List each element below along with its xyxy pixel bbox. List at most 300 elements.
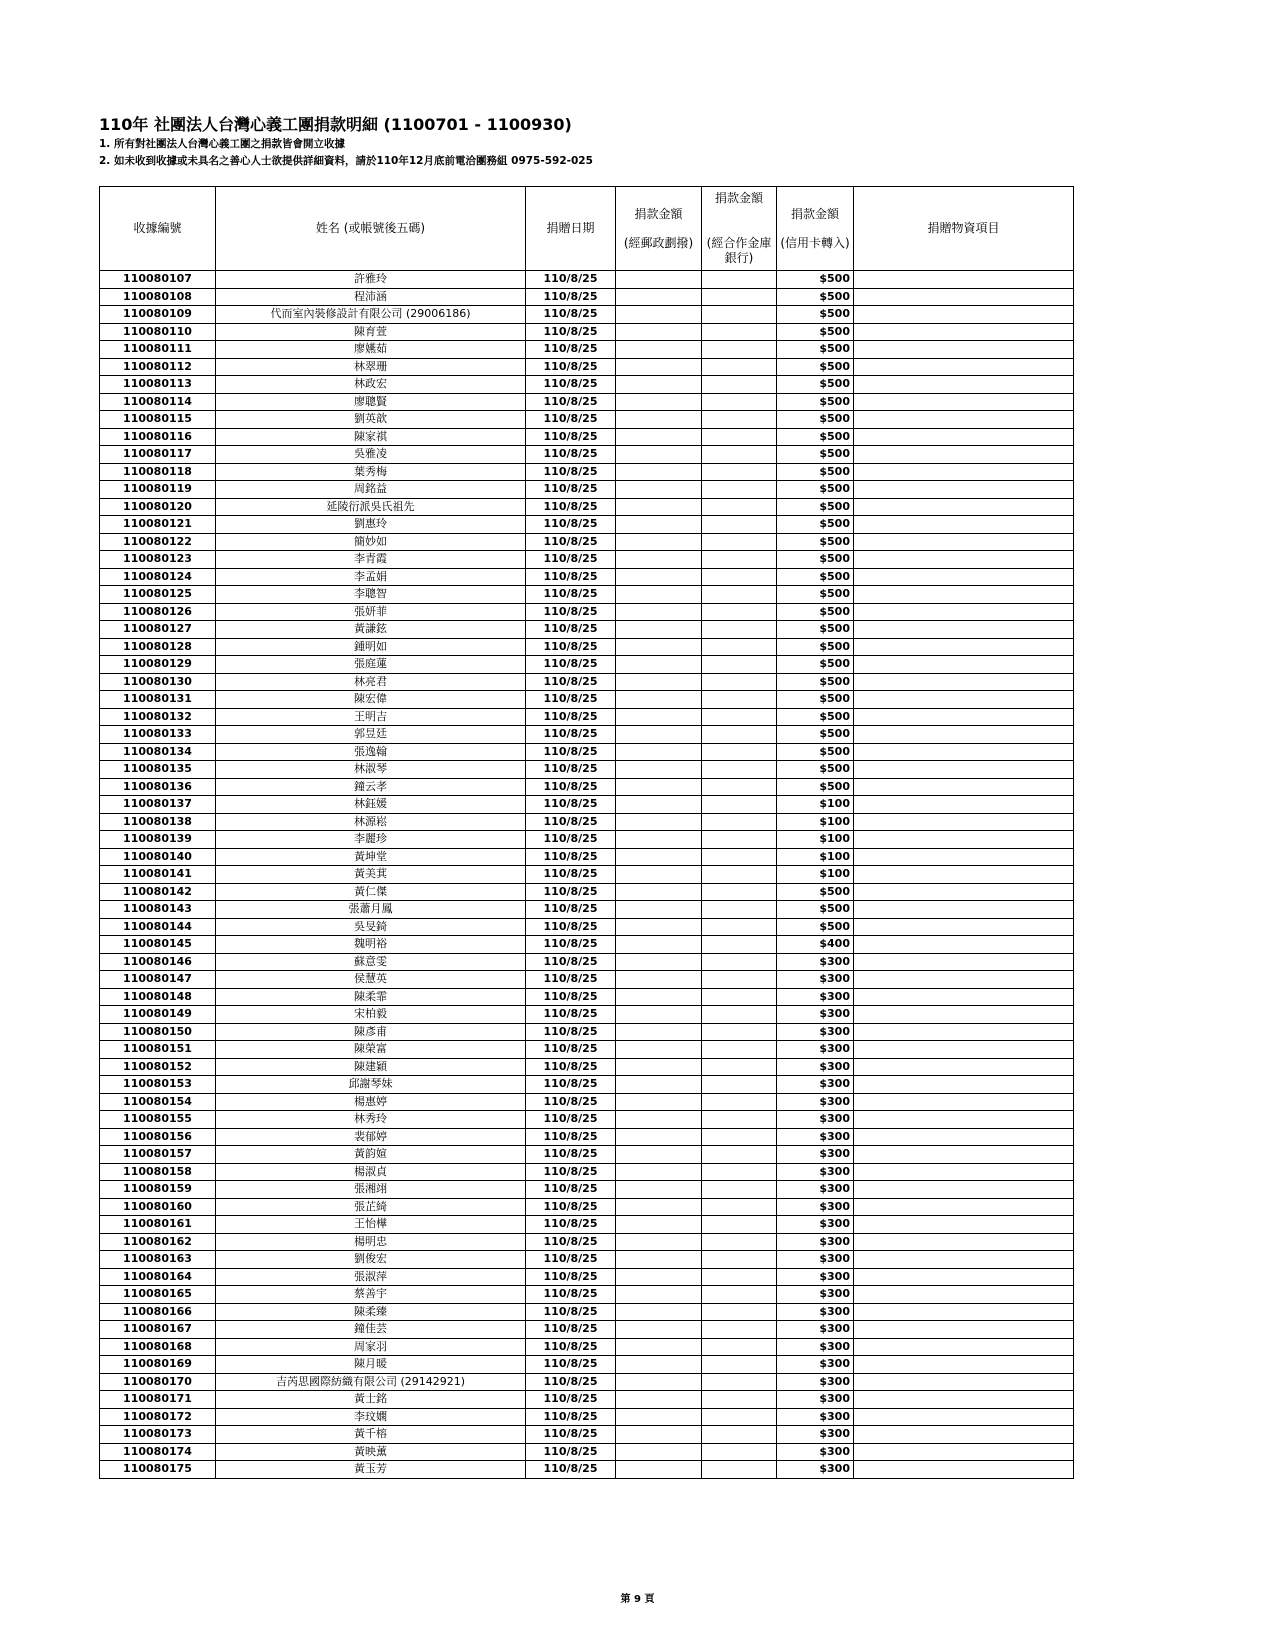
goods-cell: [854, 568, 1074, 586]
table-row: [100, 271, 1074, 289]
receipt-number-cell: 110080117: [100, 446, 216, 464]
amount-postal-cell: [616, 831, 702, 849]
amount-bank-cell: [702, 1216, 777, 1234]
donation-date-cell: 110/8/25: [526, 1286, 616, 1304]
table-row: [100, 1338, 1074, 1356]
amount-postal-cell: [616, 271, 702, 289]
amount-postal-cell: [616, 376, 702, 394]
receipt-number-cell: 110080135: [100, 761, 216, 779]
amount-card-cell: $500: [777, 638, 854, 656]
goods-cell: [854, 411, 1074, 429]
amount-card-cell: $500: [777, 376, 854, 394]
note-contact: 2. 如未收到收據或未具名之善心人士欲提供詳細資料，請於110年12月底前電洽團務組 0975-592-025: [99, 155, 593, 167]
table-row: [100, 1303, 1074, 1321]
amount-postal-cell: [616, 1058, 702, 1076]
table-row: [100, 638, 1074, 656]
receipt-number-cell: 110080173: [100, 1426, 216, 1444]
donation-date-cell: 110/8/25: [526, 1338, 616, 1356]
donor-name-cell: 楊惠婷: [216, 1093, 526, 1111]
goods-cell: [854, 533, 1074, 551]
goods-cell: [854, 831, 1074, 849]
amount-bank-cell: [702, 533, 777, 551]
donation-date-cell: 110/8/25: [526, 1006, 616, 1024]
amount-postal-cell: [616, 551, 702, 569]
note-receipt: 1. 所有對社團法人台灣心義工團之捐款皆會開立收據: [99, 138, 345, 150]
donor-name-cell: 林亮君: [216, 673, 526, 691]
donor-name-cell: 鐘佳芸: [216, 1321, 526, 1339]
donation-date-cell: 110/8/25: [526, 656, 616, 674]
donor-name-cell: 李青霞: [216, 551, 526, 569]
amount-bank-cell: [702, 971, 777, 989]
receipt-number-cell: 110080151: [100, 1041, 216, 1059]
goods-cell: [854, 1268, 1074, 1286]
donor-name-cell: 王怡樺: [216, 1216, 526, 1234]
donation-date-cell: 110/8/25: [526, 691, 616, 709]
donation-date-cell: 110/8/25: [526, 428, 616, 446]
amount-card-cell: $100: [777, 866, 854, 884]
table-row: [100, 498, 1074, 516]
receipt-number-cell: 110080125: [100, 586, 216, 604]
donation-date-cell: 110/8/25: [526, 1426, 616, 1444]
donor-name-cell: 延陵衍派吳氏祖先: [216, 498, 526, 516]
donation-date-cell: 110/8/25: [526, 498, 616, 516]
amount-bank-cell: [702, 796, 777, 814]
header-amount-postal: [616, 187, 702, 271]
donor-name-cell: 裴郁婷: [216, 1128, 526, 1146]
receipt-number-cell: 110080111: [100, 341, 216, 359]
table-row: [100, 1443, 1074, 1461]
receipt-number-cell: 110080156: [100, 1128, 216, 1146]
table-row: [100, 1251, 1074, 1269]
amount-postal-cell: [616, 708, 702, 726]
goods-cell: [854, 1181, 1074, 1199]
amount-card-cell: $300: [777, 1251, 854, 1269]
goods-cell: [854, 376, 1074, 394]
goods-cell: [854, 586, 1074, 604]
donation-date-cell: 110/8/25: [526, 813, 616, 831]
amount-card-cell: $500: [777, 621, 854, 639]
table-row: [100, 1111, 1074, 1129]
receipt-number-cell: 110080168: [100, 1338, 216, 1356]
donation-date-cell: 110/8/25: [526, 1321, 616, 1339]
receipt-number-cell: 110080115: [100, 411, 216, 429]
amount-bank-cell: [702, 1198, 777, 1216]
goods-cell: [854, 393, 1074, 411]
amount-bank-cell: [702, 498, 777, 516]
amount-bank-cell: [702, 1023, 777, 1041]
donation-date-cell: 110/8/25: [526, 393, 616, 411]
header-goods: 捐贈物資項目: [854, 187, 1074, 271]
donor-name-cell: 黃謙鉉: [216, 621, 526, 639]
receipt-number-cell: 110080124: [100, 568, 216, 586]
amount-card-cell: $500: [777, 428, 854, 446]
amount-postal-cell: [616, 796, 702, 814]
donor-name-cell: 李麗珍: [216, 831, 526, 849]
donation-date-cell: 110/8/25: [526, 883, 616, 901]
amount-card-cell: $300: [777, 988, 854, 1006]
receipt-number-cell: 110080112: [100, 358, 216, 376]
amount-bank-cell: [702, 463, 777, 481]
table-row: [100, 743, 1074, 761]
donor-name-cell: 林鈺媛: [216, 796, 526, 814]
amount-postal-cell: [616, 1198, 702, 1216]
goods-cell: [854, 1426, 1074, 1444]
amount-postal-cell: [616, 463, 702, 481]
goods-cell: [854, 341, 1074, 359]
donation-date-cell: 110/8/25: [526, 1216, 616, 1234]
donor-name-cell: 陳榮富: [216, 1041, 526, 1059]
receipt-number-cell: 110080160: [100, 1198, 216, 1216]
amount-postal-cell: [616, 358, 702, 376]
goods-cell: [854, 761, 1074, 779]
receipt-number-cell: 110080143: [100, 901, 216, 919]
goods-cell: [854, 708, 1074, 726]
goods-cell: [854, 1443, 1074, 1461]
amount-card-cell: $300: [777, 971, 854, 989]
amount-card-cell: $500: [777, 323, 854, 341]
table-row: [100, 1163, 1074, 1181]
header-amount-bank-line1: 捐款金額: [714, 191, 763, 205]
amount-card-cell: $300: [777, 1041, 854, 1059]
donation-date-cell: 110/8/25: [526, 1268, 616, 1286]
donation-date-cell: 110/8/25: [526, 1181, 616, 1199]
table-row: [100, 901, 1074, 919]
goods-cell: [854, 691, 1074, 709]
amount-card-cell: $300: [777, 1391, 854, 1409]
receipt-number-cell: 110080148: [100, 988, 216, 1006]
receipt-number-cell: 110080136: [100, 778, 216, 796]
donor-name-cell: 劉惠玲: [216, 516, 526, 534]
amount-card-cell: $300: [777, 1426, 854, 1444]
goods-cell: [854, 673, 1074, 691]
donor-name-cell: 蔡善宇: [216, 1286, 526, 1304]
goods-cell: [854, 271, 1074, 289]
receipt-number-cell: 110080157: [100, 1146, 216, 1164]
amount-card-cell: $300: [777, 1461, 854, 1479]
receipt-number-cell: 110080110: [100, 323, 216, 341]
goods-cell: [854, 1373, 1074, 1391]
donation-date-cell: 110/8/25: [526, 988, 616, 1006]
receipt-number-cell: 110080114: [100, 393, 216, 411]
table-row: [100, 1181, 1074, 1199]
amount-card-cell: $500: [777, 726, 854, 744]
amount-postal-cell: [616, 393, 702, 411]
goods-cell: [854, 1041, 1074, 1059]
donor-name-cell: 林秀玲: [216, 1111, 526, 1129]
donation-date-cell: 110/8/25: [526, 1093, 616, 1111]
donor-name-cell: 陳月暖: [216, 1356, 526, 1374]
table-row: [100, 813, 1074, 831]
donor-name-cell: 吳雅凌: [216, 446, 526, 464]
amount-card-cell: $300: [777, 1286, 854, 1304]
goods-cell: [854, 603, 1074, 621]
header-amount-card-line2: (信用卡轉入): [780, 235, 850, 250]
donation-date-cell: 110/8/25: [526, 271, 616, 289]
amount-postal-cell: [616, 1181, 702, 1199]
amount-bank-cell: [702, 1443, 777, 1461]
receipt-number-cell: 110080123: [100, 551, 216, 569]
table-row: [100, 848, 1074, 866]
donation-date-cell: 110/8/25: [526, 306, 616, 324]
amount-card-cell: $500: [777, 586, 854, 604]
amount-bank-cell: [702, 673, 777, 691]
amount-postal-cell: [616, 1373, 702, 1391]
amount-card-cell: $300: [777, 1443, 854, 1461]
amount-bank-cell: [702, 621, 777, 639]
amount-postal-cell: [616, 883, 702, 901]
donation-date-cell: 110/8/25: [526, 638, 616, 656]
page-number: 第 9 頁: [620, 1594, 655, 1605]
amount-bank-cell: [702, 586, 777, 604]
amount-bank-cell: [702, 1111, 777, 1129]
amount-card-cell: $300: [777, 1058, 854, 1076]
amount-card-cell: $500: [777, 341, 854, 359]
amount-card-cell: $300: [777, 1006, 854, 1024]
table-row: [100, 1093, 1074, 1111]
goods-cell: [854, 621, 1074, 639]
table-row: [100, 1233, 1074, 1251]
goods-cell: [854, 1321, 1074, 1339]
table-row: [100, 376, 1074, 394]
amount-bank-cell: [702, 1303, 777, 1321]
table-row: [100, 288, 1074, 306]
receipt-number-cell: 110080140: [100, 848, 216, 866]
donation-date-cell: 110/8/25: [526, 533, 616, 551]
amount-bank-cell: [702, 1426, 777, 1444]
donor-name-cell: 廖聰賢: [216, 393, 526, 411]
amount-bank-cell: [702, 1461, 777, 1479]
table-row: [100, 1373, 1074, 1391]
donation-date-cell: 110/8/25: [526, 726, 616, 744]
donor-name-cell: 張淑萍: [216, 1268, 526, 1286]
amount-bank-cell: [702, 323, 777, 341]
amount-postal-cell: [616, 1443, 702, 1461]
amount-card-cell: $500: [777, 516, 854, 534]
goods-cell: [854, 1233, 1074, 1251]
goods-cell: [854, 323, 1074, 341]
receipt-number-cell: 110080132: [100, 708, 216, 726]
receipt-number-cell: 110080137: [100, 796, 216, 814]
amount-bank-cell: [702, 778, 777, 796]
receipt-number-cell: 110080165: [100, 1286, 216, 1304]
donor-name-cell: 李聰智: [216, 586, 526, 604]
goods-cell: [854, 551, 1074, 569]
donor-name-cell: 簡妙如: [216, 533, 526, 551]
donor-name-cell: 侯慧英: [216, 971, 526, 989]
donor-name-cell: 代而室內裝修設計有限公司 (29006186): [216, 306, 526, 324]
amount-bank-cell: [702, 1268, 777, 1286]
amount-card-cell: $500: [777, 743, 854, 761]
amount-card-cell: $300: [777, 1216, 854, 1234]
amount-bank-cell: [702, 1163, 777, 1181]
amount-card-cell: $300: [777, 1303, 854, 1321]
amount-bank-cell: [702, 341, 777, 359]
amount-postal-cell: [616, 1233, 702, 1251]
receipt-number-cell: 110080131: [100, 691, 216, 709]
table-row: [100, 761, 1074, 779]
amount-postal-cell: [616, 866, 702, 884]
donor-name-cell: 陳柔霏: [216, 988, 526, 1006]
amount-bank-cell: [702, 393, 777, 411]
receipt-number-cell: 110080139: [100, 831, 216, 849]
amount-card-cell: $500: [777, 533, 854, 551]
amount-card-cell: $300: [777, 1198, 854, 1216]
donation-date-cell: 110/8/25: [526, 358, 616, 376]
amount-bank-cell: [702, 603, 777, 621]
goods-cell: [854, 1128, 1074, 1146]
goods-cell: [854, 848, 1074, 866]
donor-name-cell: 陳家祺: [216, 428, 526, 446]
amount-bank-cell: [702, 726, 777, 744]
donation-date-cell: 110/8/25: [526, 796, 616, 814]
amount-card-cell: $100: [777, 813, 854, 831]
amount-postal-cell: [616, 1408, 702, 1426]
goods-cell: [854, 726, 1074, 744]
donor-name-cell: 廖嬿茹: [216, 341, 526, 359]
amount-postal-cell: [616, 1426, 702, 1444]
donation-date-cell: 110/8/25: [526, 1128, 616, 1146]
header-amount-bank-line2: (經合作金庫銀行): [706, 236, 772, 265]
amount-card-cell: $300: [777, 1128, 854, 1146]
amount-bank-cell: [702, 953, 777, 971]
table-row: [100, 866, 1074, 884]
amount-card-cell: $500: [777, 288, 854, 306]
amount-card-cell: $300: [777, 1408, 854, 1426]
donor-name-cell: 魏明裕: [216, 936, 526, 954]
receipt-number-cell: 110080146: [100, 953, 216, 971]
donation-date-cell: 110/8/25: [526, 411, 616, 429]
amount-bank-cell: [702, 1286, 777, 1304]
goods-cell: [854, 1391, 1074, 1409]
amount-bank-cell: [702, 306, 777, 324]
amount-bank-cell: [702, 936, 777, 954]
goods-cell: [854, 918, 1074, 936]
goods-cell: [854, 796, 1074, 814]
goods-cell: [854, 1163, 1074, 1181]
header-amount-card: [777, 187, 854, 271]
goods-cell: [854, 1408, 1074, 1426]
donor-name-cell: 李玟嫻: [216, 1408, 526, 1426]
donor-name-cell: 張芷綺: [216, 1198, 526, 1216]
donation-date-cell: 110/8/25: [526, 1356, 616, 1374]
amount-card-cell: $500: [777, 481, 854, 499]
header-donation-date: 捐贈日期: [526, 187, 616, 271]
goods-cell: [854, 1303, 1074, 1321]
table-row: [100, 411, 1074, 429]
amount-postal-cell: [616, 428, 702, 446]
receipt-number-cell: 110080150: [100, 1023, 216, 1041]
receipt-number-cell: 110080128: [100, 638, 216, 656]
table-row: [100, 971, 1074, 989]
receipt-number-cell: 110080126: [100, 603, 216, 621]
amount-postal-cell: [616, 1216, 702, 1234]
table-row: [100, 1023, 1074, 1041]
amount-bank-cell: [702, 1373, 777, 1391]
amount-bank-cell: [702, 1356, 777, 1374]
table-row: [100, 918, 1074, 936]
amount-bank-cell: [702, 446, 777, 464]
receipt-number-cell: 110080167: [100, 1321, 216, 1339]
receipt-number-cell: 110080149: [100, 1006, 216, 1024]
amount-card-cell: $500: [777, 498, 854, 516]
goods-cell: [854, 901, 1074, 919]
table-row: [100, 306, 1074, 324]
donation-table: [99, 186, 1074, 1479]
table-row: [100, 446, 1074, 464]
amount-bank-cell: [702, 656, 777, 674]
amount-postal-cell: [616, 638, 702, 656]
amount-card-cell: $500: [777, 463, 854, 481]
header-amount-postal-line1: 捐款金額: [634, 206, 683, 221]
amount-postal-cell: [616, 568, 702, 586]
amount-bank-cell: [702, 411, 777, 429]
amount-bank-cell: [702, 568, 777, 586]
amount-postal-cell: [616, 603, 702, 621]
receipt-number-cell: 110080145: [100, 936, 216, 954]
goods-cell: [854, 988, 1074, 1006]
table-header-row: [100, 187, 1074, 271]
amount-bank-cell: [702, 1041, 777, 1059]
amount-postal-cell: [616, 516, 702, 534]
donor-name-cell: 黃美萁: [216, 866, 526, 884]
receipt-number-cell: 110080170: [100, 1373, 216, 1391]
amount-card-cell: $500: [777, 708, 854, 726]
donation-date-cell: 110/8/25: [526, 1443, 616, 1461]
table-row: [100, 1128, 1074, 1146]
goods-cell: [854, 656, 1074, 674]
receipt-number-cell: 110080142: [100, 883, 216, 901]
receipt-number-cell: 110080164: [100, 1268, 216, 1286]
goods-cell: [854, 1461, 1074, 1479]
amount-bank-cell: [702, 831, 777, 849]
table-row: [100, 1286, 1074, 1304]
table-row: [100, 568, 1074, 586]
goods-cell: [854, 813, 1074, 831]
goods-cell: [854, 936, 1074, 954]
amount-bank-cell: [702, 1321, 777, 1339]
donation-date-cell: 110/8/25: [526, 1058, 616, 1076]
donor-name-cell: 周家羽: [216, 1338, 526, 1356]
amount-card-cell: $300: [777, 1093, 854, 1111]
donor-name-cell: 黃坤堂: [216, 848, 526, 866]
amount-postal-cell: [616, 761, 702, 779]
amount-postal-cell: [616, 813, 702, 831]
amount-card-cell: $300: [777, 1321, 854, 1339]
goods-cell: [854, 1356, 1074, 1374]
amount-postal-cell: [616, 726, 702, 744]
receipt-number-cell: 110080162: [100, 1233, 216, 1251]
amount-bank-cell: [702, 743, 777, 761]
donation-date-cell: 110/8/25: [526, 621, 616, 639]
donor-name-cell: 蘇意雯: [216, 953, 526, 971]
table-row: [100, 691, 1074, 709]
donor-name-cell: 劉英歆: [216, 411, 526, 429]
donation-date-cell: 110/8/25: [526, 323, 616, 341]
document-title: 110年 社團法人台灣心義工團捐款明細 (1100701 - 1100930): [99, 115, 572, 134]
donor-name-cell: 王明吉: [216, 708, 526, 726]
amount-postal-cell: [616, 743, 702, 761]
donation-date-cell: 110/8/25: [526, 551, 616, 569]
donor-name-cell: 邱謝琴妹: [216, 1076, 526, 1094]
goods-cell: [854, 1076, 1074, 1094]
amount-bank-cell: [702, 901, 777, 919]
donation-date-cell: 110/8/25: [526, 603, 616, 621]
table-row: [100, 428, 1074, 446]
donation-date-cell: 110/8/25: [526, 1408, 616, 1426]
amount-card-cell: $500: [777, 411, 854, 429]
table-row: [100, 1391, 1074, 1409]
amount-postal-cell: [616, 1023, 702, 1041]
